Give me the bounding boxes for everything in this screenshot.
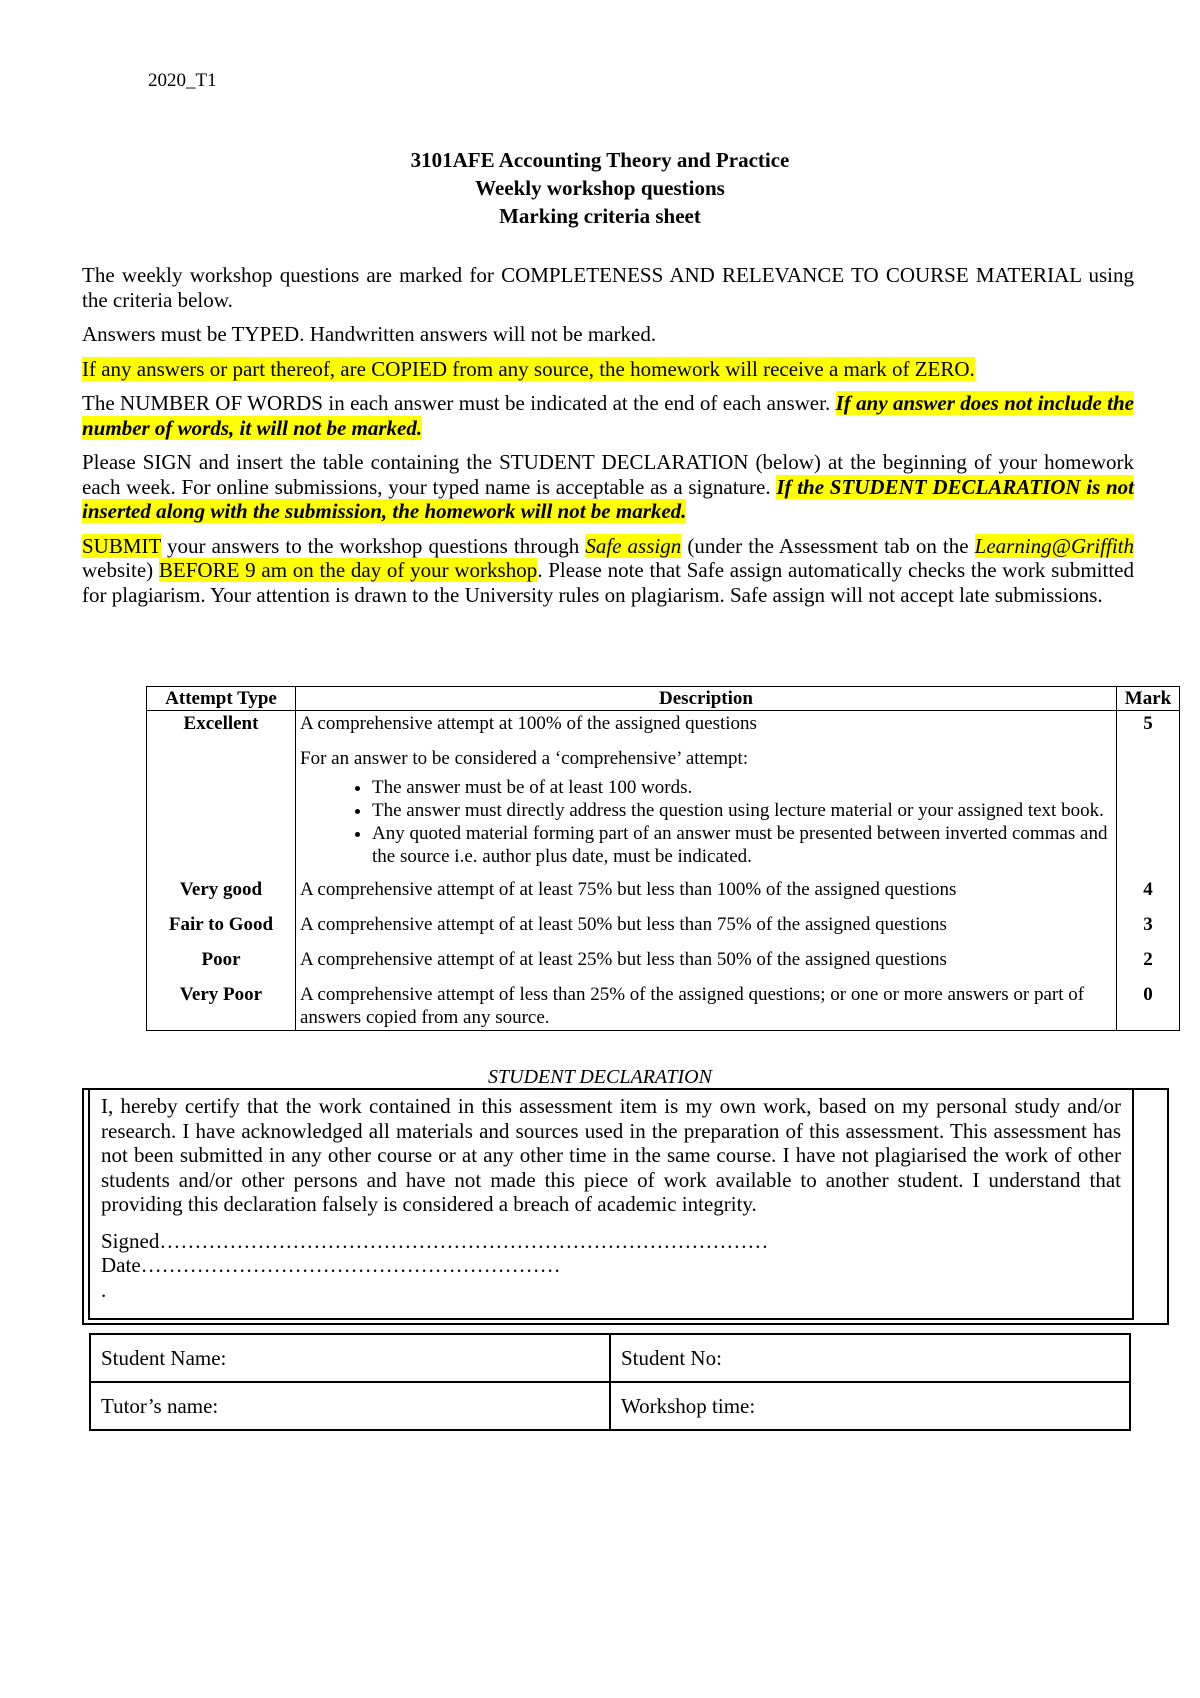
submit-text-2: (under the Assessment tab on the [681, 533, 975, 558]
desc-very-good: A comprehensive attempt of at least 75% but less than 100% of the assigned questions [296, 877, 1117, 912]
declaration-title: STUDENT DECLARATION [488, 1066, 712, 1088]
type-poor: Poor [147, 947, 296, 982]
copy-warning-highlight: If any answers or part thereof, are COPIED from any source, the homework will receive a mark of ZERO. [82, 356, 975, 381]
sheet-title: Marking criteria sheet [499, 204, 701, 228]
declaration-paragraph [82, 450, 1134, 524]
criteria-header-row [147, 687, 1180, 711]
mark-very-good: 4 [1117, 877, 1180, 912]
date-field[interactable]: …………………………………………………… [140, 1253, 561, 1277]
typed-paragraph: Answers must be TYPED. Handwritten answers will not be marked. [82, 322, 657, 346]
desc-fair: A comprehensive attempt of at least 50% but less than 75% of the assigned questions [296, 912, 1117, 947]
mark-fair: 3 [1117, 912, 1180, 947]
submit-text-3: website) [82, 558, 159, 582]
requirement-item: • The answer must directly address the question using lecture material or your assigned text book. [372, 799, 1112, 822]
desc-excellent [296, 711, 1117, 878]
mark-very-poor: 0 [1117, 982, 1180, 1031]
criteria-row-poor [147, 947, 1180, 982]
declaration-text: Please SIGN and insert the table containing the STUDENT DECLARATION (below) at the beginning of your homework each week. For online submissions, your typed name is acceptable as a signature. [82, 450, 1134, 499]
date-label: Date [101, 1253, 141, 1277]
tutor-name-field[interactable]: Tutor’s name: [90, 1382, 610, 1430]
word-count-warning: If any answer does not include the number of words, it will not be marked. [82, 391, 1134, 440]
desc-excellent-sub: For an answer to be considered a ‘comprehensive’ attempt: [300, 748, 749, 769]
learning-griffith-link: Learning@Griffith [974, 533, 1135, 558]
info-row [90, 1382, 1130, 1430]
type-fair: Fair to Good [147, 912, 296, 947]
safe-assign-link: Safe assign [585, 533, 682, 558]
workshop-time-field[interactable]: Workshop time: [610, 1382, 1130, 1430]
criteria-row-excellent [147, 711, 1180, 878]
instructions [82, 263, 1134, 617]
declaration-warning: If the STUDENT DECLARATION is not inserted along with the submission, the homework will not be marked. [82, 474, 1134, 523]
type-very-poor: Very Poor [147, 982, 296, 1031]
criteria-row-very-poor [147, 982, 1180, 1031]
student-no-field[interactable]: Student No: [610, 1334, 1130, 1382]
student-info-table [89, 1333, 1131, 1431]
mark-poor: 2 [1117, 947, 1180, 982]
signed-label: Signed [101, 1228, 160, 1253]
course-title: 3101AFE Accounting Theory and Practice [410, 148, 790, 172]
student-name-field[interactable]: Student Name: [90, 1334, 610, 1382]
marking-criteria-table [146, 686, 1180, 1031]
desc-very-poor: A comprehensive attempt of less than 25% of the assigned questions; or one or more answers or part of answers copied from any source. [296, 982, 1117, 1031]
info-row [90, 1334, 1130, 1382]
signature-line [101, 1229, 1121, 1278]
subtitle: Weekly workshop questions [475, 176, 725, 200]
copy-warning-paragraph [82, 357, 1134, 382]
criteria-row-very-good [147, 877, 1180, 912]
deadline-highlight: BEFORE 9 am on the day of your workshop [158, 558, 538, 582]
type-excellent: Excellent [147, 711, 296, 878]
declaration-statement: I, hereby certify that the work contained in this assessment item is my own work, based on my personal study and/or research. I have acknowledged all materials and sources used in the preparation of this assessment. This assessment has not been submitted in any other course or at any other time in the same course. I have not plagiarised the work of other students and/or other persons and have not made this piece of work available to another student. I understand that providing this declaration falsely is considered a breach of academic integrity. [101, 1094, 1121, 1216]
requirement-item: • The answer must be of at least 100 words. [372, 776, 1112, 799]
criteria-row-fair [147, 912, 1180, 947]
desc-poor: A comprehensive attempt of at least 25% but less than 50% of the assigned questions [296, 947, 1117, 982]
header-attempt-type: Attempt Type [147, 687, 296, 711]
word-count-text: The NUMBER OF WORDS in each answer must be indicated at the end of each answer. [82, 391, 836, 415]
submit-word: SUBMIT [82, 533, 161, 558]
term-label: 2020_T1 [148, 70, 217, 91]
signed-field[interactable]: …………………………………………………………………………… [159, 1228, 769, 1253]
type-very-good: Very good [147, 877, 296, 912]
header-description: Description [296, 687, 1117, 711]
word-count-paragraph [82, 391, 1134, 440]
submit-paragraph [82, 534, 1134, 608]
intro-paragraph: The weekly workshop questions are marked for COMPLETENESS AND RELEVANCE TO COURSE MATERIAL using the criteria below. [82, 263, 1134, 312]
desc-excellent-main: A comprehensive attempt at 100% of the assigned questions [300, 713, 757, 734]
comprehensive-requirements-list [300, 776, 1112, 868]
submit-text-1: your answers to the workshop questions through [160, 533, 586, 558]
title-block [0, 146, 1200, 230]
declaration-box [101, 1094, 1121, 1302]
mark-excellent: 5 [1117, 711, 1180, 878]
submit-text-4: . Please note that Safe assign automatically checks the work submitted for plagiarism. Your attention is drawn to the University rules on plagiarism. Safe assign will not accept late submissions. [82, 558, 1134, 607]
header-mark: Mark [1117, 687, 1180, 711]
requirement-item: • Any quoted material forming part of an answer must be presented between inverted commas and the source i.e. author plus date, must be indicated. [372, 822, 1112, 868]
signature-trail: . [101, 1277, 107, 1302]
